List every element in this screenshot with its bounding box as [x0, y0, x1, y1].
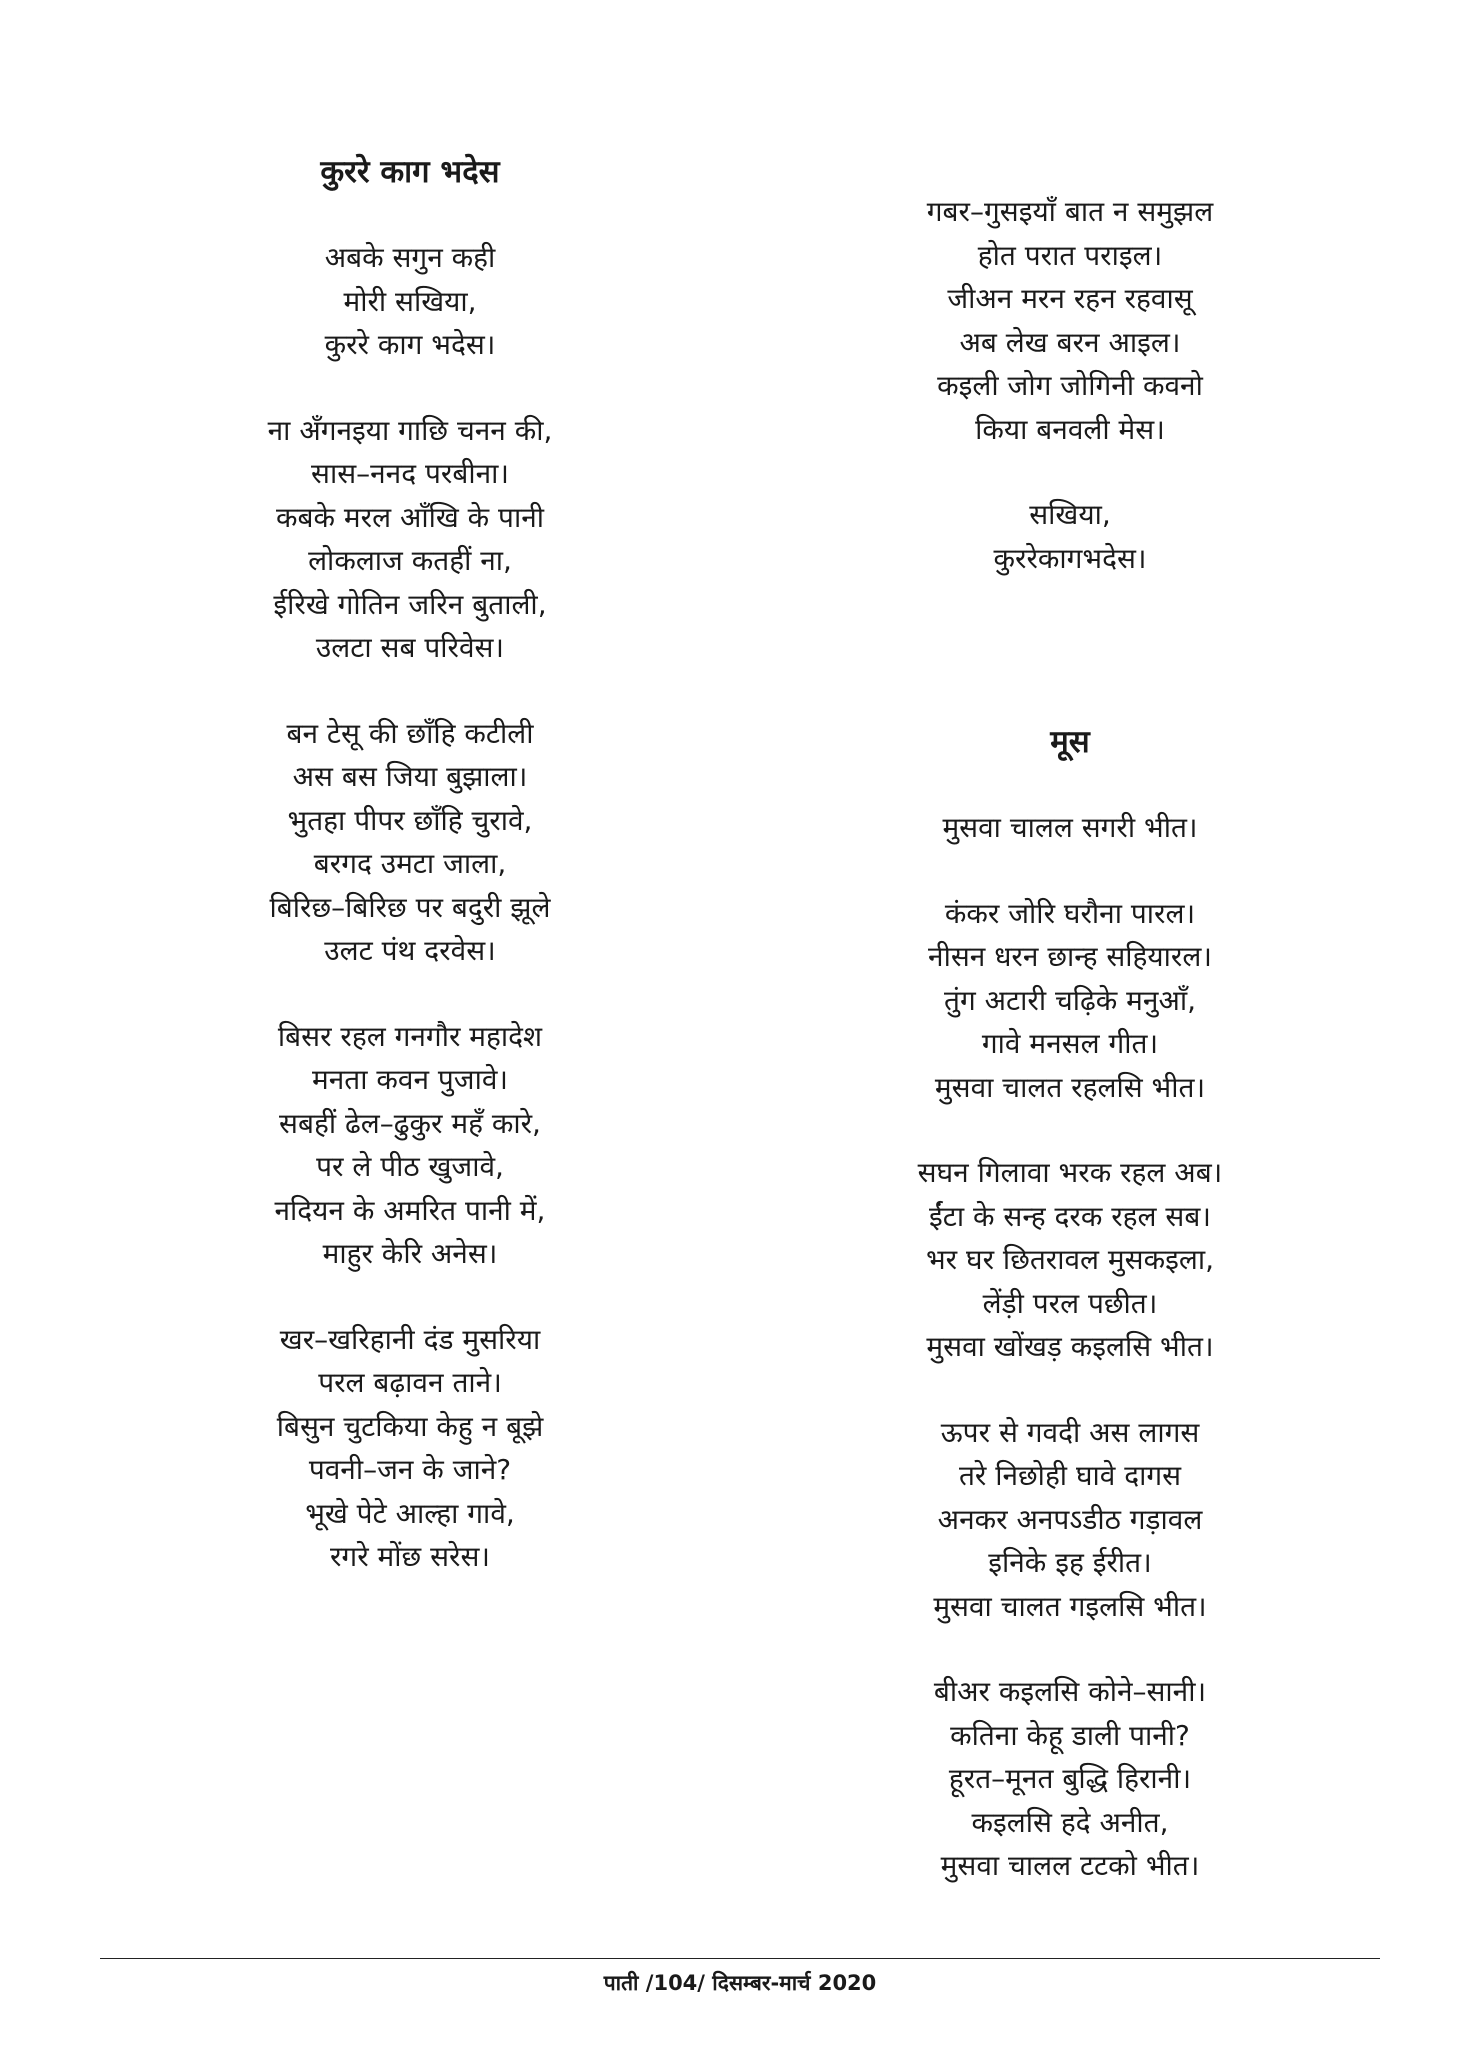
poem1-title: कुररे काग भदेस	[320, 154, 500, 190]
poem-line: गबर–गुसइयाँ बात न समुझल	[926, 195, 1214, 228]
poem-line: बीअर कइलसि कोने–सानी।	[933, 1675, 1207, 1708]
poem-line: बिसर रहल गनगौर महादेश	[277, 1019, 543, 1053]
poem-line: पवनी–जन के जाने?	[308, 1453, 512, 1486]
poem-line: मनता कवन पुजावे।	[311, 1063, 509, 1096]
poem-line: सघन गिलावा भरक रहल अब।	[917, 1156, 1223, 1189]
poem-line: उलटा सब परिवेस।	[315, 631, 505, 664]
poem-line: कुररे काग भदेस।	[324, 328, 496, 361]
footer-divider	[100, 1958, 1380, 1959]
poem-line: कतिना केहू डाली पानी?	[950, 1718, 1190, 1752]
poem-line: कंकर जोरि घरौना पारल।	[944, 896, 1196, 930]
poem-line: लोकलाज कतहीं ना,	[308, 544, 512, 577]
poem2-stanza	[860, 1670, 1280, 1888]
poem2-title-wrap	[860, 720, 1280, 806]
poem-line: हूरत–मूनत बुद्धि हिरानी।	[948, 1762, 1192, 1795]
poem-line: मुसवा खोंखड़ कइलसि भीत।	[926, 1330, 1214, 1363]
poem-line: बिसुन चुटकिया केहु न बूझे	[276, 1409, 544, 1443]
poem-line: तुंग अटारी चढ़िके मनुआँ,	[944, 983, 1196, 1017]
poem-line: बन टेसू की छाँहि कटीली	[286, 716, 534, 750]
poem-line: सास–ननद परबीना।	[311, 457, 509, 490]
poem1-stanza	[860, 190, 1280, 451]
poem-line: ऊपर से गवदी अस लागस	[940, 1415, 1200, 1449]
poem-line: उलट पंथ दरवेस।	[324, 934, 496, 967]
poem-line: सखिया,	[1029, 498, 1111, 531]
poem2-stanza	[860, 1151, 1280, 1369]
poem-line: परल बढ़ावन ताने।	[318, 1366, 502, 1399]
poem-line: गावे मनसल गीत।	[981, 1027, 1159, 1060]
poem1-stanza	[200, 712, 620, 973]
poem-line: पर ले पीठ खुजावे,	[316, 1150, 504, 1183]
poem-line: लेंड़ी परल पछीत।	[982, 1286, 1158, 1320]
poem-line: रगरे मोंछ सरेस।	[329, 1540, 490, 1573]
poem-line: माहुर केरि अनेस।	[322, 1237, 498, 1270]
poem-line: मुसवा चालत रहलसि भीत।	[934, 1070, 1206, 1104]
poem-line: किया बनवली मेस।	[975, 412, 1165, 446]
poem2-column	[860, 806, 1280, 1930]
poem-line: होत परात पराइल।	[977, 238, 1163, 272]
poem-line: कइली जोग जोगिनी कवनो	[937, 369, 1203, 402]
poem-line: मोरी सखिया,	[343, 284, 477, 318]
poem-line: कबके मरल आँखि के पानी	[275, 500, 544, 534]
poem-line: भर घर छितरावल मुसकइला,	[926, 1243, 1214, 1276]
poem1-stanza	[860, 493, 1280, 580]
poem1-stanza	[200, 409, 620, 670]
poem-line: मुसवा चालल टटको भीत।	[940, 1849, 1200, 1882]
poem-line: सबहीं ढेल–ढुकुर महँ कारे,	[279, 1106, 541, 1140]
poem1-right-column	[860, 190, 1280, 622]
poem-line: बरगद उमटा जाला,	[313, 847, 507, 880]
poem-line: इनिके इह ईरीत।	[988, 1546, 1152, 1579]
poem2-stanza	[860, 892, 1280, 1110]
poem1-stanza	[200, 1318, 620, 1579]
page-footer: पाती /104/ दिसम्बर-मार्च 2020	[603, 1971, 877, 1995]
poem-line: जीअन मरन रहन रहवासू	[947, 282, 1193, 315]
poem-line: कुररेकागभदेस।	[993, 541, 1147, 575]
poem-line: मुसवा चालल सगरी भीत।	[942, 811, 1198, 844]
poem1-stanza	[200, 236, 620, 367]
poem-line: ईंटा के सन्ह दरक रहल सब।	[929, 1199, 1211, 1233]
poem-line: ना अँगनइया गाछि चनन की,	[267, 413, 553, 447]
poem2-stanza	[860, 806, 1280, 850]
poem2-title: मूस	[1050, 724, 1090, 760]
poem-line: भुतहा पीपर छाँहि चुरावे,	[287, 803, 533, 837]
poem1-stanza	[200, 1015, 620, 1276]
poem-line: भूखे पेटे आल्हा गावे,	[305, 1496, 515, 1530]
poem1-left-column	[200, 150, 620, 1621]
poem2-stanza	[860, 1411, 1280, 1629]
poem-line: खर–खरिहानी दंड मुसरिया	[279, 1322, 541, 1356]
poem-line: मुसवा चालत गइलसि भीत।	[933, 1589, 1207, 1623]
poem-line: ईरिखे गोतिन जरिन बुताली,	[273, 587, 547, 621]
poem-line: नदियन के अमरित पानी में,	[274, 1193, 546, 1227]
poem-line: अबके सगुन कही	[324, 241, 496, 274]
poem-line: अनकर अनपऽडीठ गड़ावल	[937, 1502, 1203, 1536]
poem-line: अब लेख बरन आइल।	[959, 325, 1181, 359]
poem-line: अस बस जिया बुझाला।	[292, 760, 528, 793]
poem-line: बिरिछ–बिरिछ पर बदुरी झूले	[269, 890, 551, 924]
poem-line: नीसन धरन छान्ह सहियारल।	[928, 940, 1212, 973]
poem-line: तरे निछोही घावे दागस	[958, 1459, 1182, 1492]
poem-line: कइलसि हदे अनीत,	[971, 1805, 1169, 1839]
